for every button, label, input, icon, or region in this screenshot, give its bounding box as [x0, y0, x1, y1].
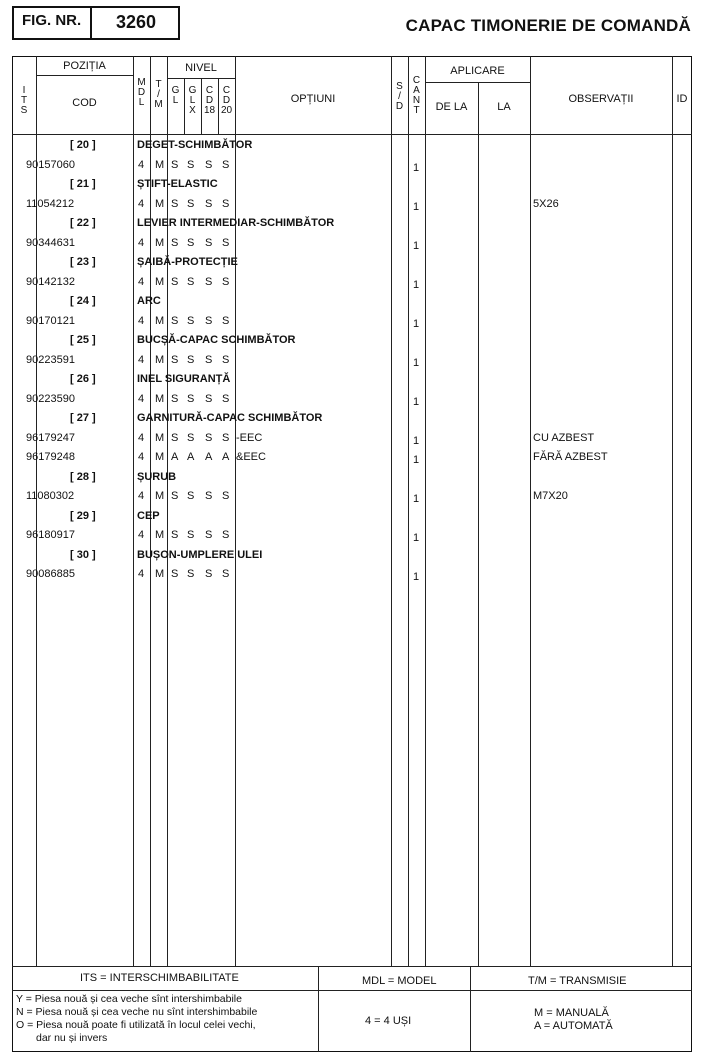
col-cant: C A N T: [412, 75, 421, 116]
part-code: 90344631: [26, 236, 75, 249]
level-value: S: [187, 431, 195, 444]
part-row: [0, 195, 701, 214]
level-value: S: [222, 158, 230, 171]
transmission-value: M: [155, 490, 165, 502]
part-code: 90223591: [26, 353, 75, 366]
group-header-row: [0, 136, 701, 155]
level-value: S: [205, 275, 213, 288]
position-number: [ 26 ]: [70, 373, 96, 385]
group-header-row: [0, 292, 701, 311]
part-row: [0, 234, 701, 253]
part-code: 11054212: [26, 197, 75, 210]
part-row: [0, 565, 701, 584]
y-definition: Y = Piesa nouă și cea veche sînt intershimbabile: [16, 993, 242, 1005]
level-value: S: [187, 490, 195, 502]
part-row: [0, 390, 701, 409]
quantity-value: 1: [413, 278, 420, 291]
position-number: [ 30 ]: [70, 548, 96, 561]
part-row: [0, 429, 701, 448]
transmission-value: M: [155, 392, 165, 405]
level-value: S: [187, 275, 195, 288]
position-number: [ 29 ]: [70, 509, 96, 522]
col-tm: T / M: [154, 79, 163, 110]
group-header-row: [0, 546, 701, 565]
level-value: S: [187, 568, 195, 580]
level-value: S: [222, 490, 230, 502]
level-value: A: [205, 451, 213, 463]
model-value: 4: [138, 158, 145, 171]
col-cd20: C D 20: [220, 85, 233, 116]
col-observatii: OBSERVAȚII: [568, 93, 634, 105]
part-code: 96179247: [26, 431, 75, 444]
group-header-row: [0, 175, 701, 194]
figure-box-divider: [90, 6, 92, 40]
position-number: [ 27 ]: [70, 412, 96, 424]
quantity-value: 1: [413, 356, 420, 369]
level-value: S: [205, 490, 213, 502]
o-definition: O = Piesa nouă poate fi utilizată în locul celei vechi,: [16, 1019, 256, 1031]
model-value: 4: [138, 236, 145, 249]
part-name: CEP: [137, 509, 160, 522]
transmission-manual: M = MANUALĂ: [534, 1007, 609, 1019]
level-value: S: [187, 314, 195, 327]
page-title: CAPAC TIMONERIE DE COMANDĂ: [405, 16, 691, 35]
col-its: I T S: [20, 85, 28, 116]
part-name: GARNITURĂ-CAPAC SCHIMBĂTOR: [137, 412, 323, 424]
position-number: [ 22 ]: [70, 217, 96, 229]
transmission-automatic: A = AUTOMATĂ: [534, 1020, 613, 1032]
level-value: S: [187, 353, 195, 366]
grid-line: [36, 75, 133, 76]
quantity-value: 1: [413, 200, 420, 213]
o-definition-cont: dar nu și invers: [36, 1032, 108, 1044]
model-value: 4: [138, 314, 145, 327]
model-value: 4: [138, 392, 145, 405]
part-code: 96180917: [26, 529, 75, 541]
option-value: -EEC: [236, 431, 263, 444]
model-value: 4: [138, 490, 145, 502]
col-mdl: M D L: [137, 77, 146, 108]
position-number: [ 23 ]: [70, 256, 96, 268]
part-code: 90223590: [26, 392, 75, 405]
level-value: A: [171, 451, 179, 463]
level-value: S: [171, 392, 179, 405]
model-value: 4: [138, 529, 145, 541]
mdl-definition: MDL = MODEL: [362, 975, 437, 987]
group-header-row: [0, 468, 701, 487]
part-name: ȘAIBĂ-PROTECȚIE: [137, 256, 238, 268]
level-value: A: [222, 451, 230, 463]
observation-value: M7X20: [533, 490, 568, 502]
position-number: [ 20 ]: [70, 139, 96, 151]
footer-divider: [470, 966, 471, 1052]
level-value: S: [171, 236, 179, 249]
level-value: S: [222, 236, 230, 249]
part-name: BUCȘĂ-CAPAC SCHIMBĂTOR: [137, 334, 296, 346]
col-gl: G L: [171, 85, 180, 106]
part-name: ȘURUB: [137, 470, 177, 483]
part-code: 90142132: [26, 275, 75, 288]
level-value: A: [187, 451, 195, 463]
observation-value: FĂRĂ AZBEST: [533, 451, 608, 463]
transmission-value: M: [155, 197, 165, 210]
level-value: S: [187, 529, 195, 541]
part-row: [0, 526, 701, 545]
quantity-value: 1: [413, 239, 420, 252]
model-value: 4: [138, 431, 145, 444]
group-header-row: [0, 507, 701, 526]
level-value: S: [222, 275, 230, 288]
quantity-value: 1: [413, 161, 420, 174]
col-cd18: C D 18: [203, 85, 216, 116]
quantity-value: 1: [413, 493, 420, 505]
quantity-value: 1: [413, 434, 420, 447]
level-value: S: [171, 529, 179, 541]
figure-number: 3260: [116, 12, 157, 32]
transmission-value: M: [155, 314, 165, 327]
level-value: S: [205, 392, 213, 405]
col-optiuni: OPȚIUNI: [290, 93, 336, 105]
model-value: 4: [138, 197, 145, 210]
part-code: 90157060: [26, 158, 75, 171]
part-name: LEVIER INTERMEDIAR-SCHIMBĂTOR: [137, 217, 335, 229]
header-bottom-line: [12, 134, 692, 135]
level-value: S: [205, 431, 213, 444]
level-value: S: [171, 353, 179, 366]
col-cod: COD: [72, 97, 97, 109]
transmission-value: M: [155, 529, 165, 541]
part-row: [0, 156, 701, 175]
level-value: S: [222, 431, 230, 444]
level-value: S: [222, 197, 230, 210]
level-value: S: [222, 314, 230, 327]
transmission-value: M: [155, 275, 165, 288]
col-glx: G L X: [188, 85, 197, 116]
level-value: S: [187, 197, 195, 210]
level-value: S: [205, 353, 213, 366]
col-nivel: NIVEL: [185, 62, 217, 74]
level-value: S: [205, 314, 213, 327]
transmission-value: M: [155, 431, 165, 444]
model-value: 4: [138, 451, 145, 463]
part-row: [0, 351, 701, 370]
figure-label: FIG. NR.: [22, 12, 82, 29]
model-value: 4: [138, 275, 145, 288]
part-row: [0, 312, 701, 331]
mdl-value: 4 = 4 UȘI: [365, 1015, 412, 1027]
col-pozitia: POZIȚIA: [63, 60, 106, 72]
group-header-row: [0, 214, 701, 233]
level-value: S: [205, 158, 213, 171]
col-de-la: DE LA: [435, 101, 468, 113]
grid-line: [425, 82, 530, 83]
col-sd: S / D: [395, 81, 404, 112]
its-definition: ITS = INTERSCHIMBABILITATE: [80, 972, 239, 984]
footer-mid-line: [12, 990, 692, 991]
level-value: S: [222, 392, 230, 405]
part-name: ȘTIFT-ELASTIC: [137, 178, 218, 190]
quantity-value: 1: [413, 532, 420, 544]
transmission-value: M: [155, 451, 165, 463]
level-value: S: [171, 275, 179, 288]
part-code: 11080302: [26, 490, 75, 502]
position-number: [ 25 ]: [70, 334, 96, 346]
quantity-value: 1: [413, 317, 420, 330]
level-value: S: [187, 392, 195, 405]
quantity-value: 1: [413, 571, 420, 583]
level-value: S: [222, 353, 230, 366]
group-header-row: [0, 253, 701, 272]
level-value: S: [171, 197, 179, 210]
part-name: ARC: [137, 295, 161, 307]
group-header-row: [0, 331, 701, 350]
level-value: S: [171, 568, 179, 580]
part-code: 90086885: [26, 568, 75, 580]
transmission-value: M: [155, 353, 165, 366]
observation-value: 5X26: [533, 197, 559, 210]
part-name: DEGET-SCHIMBĂTOR: [137, 139, 253, 151]
tm-definition: T/M = TRANSMISIE: [528, 975, 627, 987]
observation-value: CU AZBEST: [533, 431, 595, 444]
level-value: S: [205, 568, 213, 580]
part-row: [0, 448, 701, 467]
position-number: [ 21 ]: [70, 178, 96, 190]
part-name: BUȘON-UMPLERE ULEI: [137, 548, 263, 561]
level-value: S: [171, 490, 179, 502]
grid-line: [167, 78, 235, 79]
position-number: [ 24 ]: [70, 295, 96, 307]
group-header-row: [0, 370, 701, 389]
quantity-value: 1: [413, 454, 420, 466]
transmission-value: M: [155, 158, 165, 171]
transmission-value: M: [155, 568, 165, 580]
model-value: 4: [138, 568, 145, 580]
footer-divider: [318, 966, 319, 1052]
n-definition: N = Piesa nouă și cea veche nu sînt intershimbabile: [16, 1006, 258, 1018]
part-row: [0, 273, 701, 292]
level-value: S: [222, 529, 230, 541]
level-value: S: [171, 314, 179, 327]
col-la: LA: [497, 101, 511, 113]
model-value: 4: [138, 353, 145, 366]
level-value: S: [222, 568, 230, 580]
transmission-value: M: [155, 236, 165, 249]
level-value: S: [171, 158, 179, 171]
level-value: S: [187, 236, 195, 249]
level-value: S: [171, 431, 179, 444]
level-value: S: [205, 236, 213, 249]
position-number: [ 28 ]: [70, 470, 96, 483]
footer-top-line: [12, 966, 692, 967]
level-value: S: [205, 529, 213, 541]
quantity-value: 1: [413, 395, 420, 408]
part-name: INEL SIGURANȚĂ: [137, 373, 231, 385]
col-id: ID: [676, 93, 688, 105]
level-value: S: [205, 197, 213, 210]
col-aplicare: APLICARE: [450, 65, 505, 77]
part-code: 96179248: [26, 451, 75, 463]
option-value: &EEC: [236, 451, 266, 463]
part-code: 90170121: [26, 314, 75, 327]
group-header-row: [0, 409, 701, 428]
part-row: [0, 487, 701, 506]
level-value: S: [187, 158, 195, 171]
